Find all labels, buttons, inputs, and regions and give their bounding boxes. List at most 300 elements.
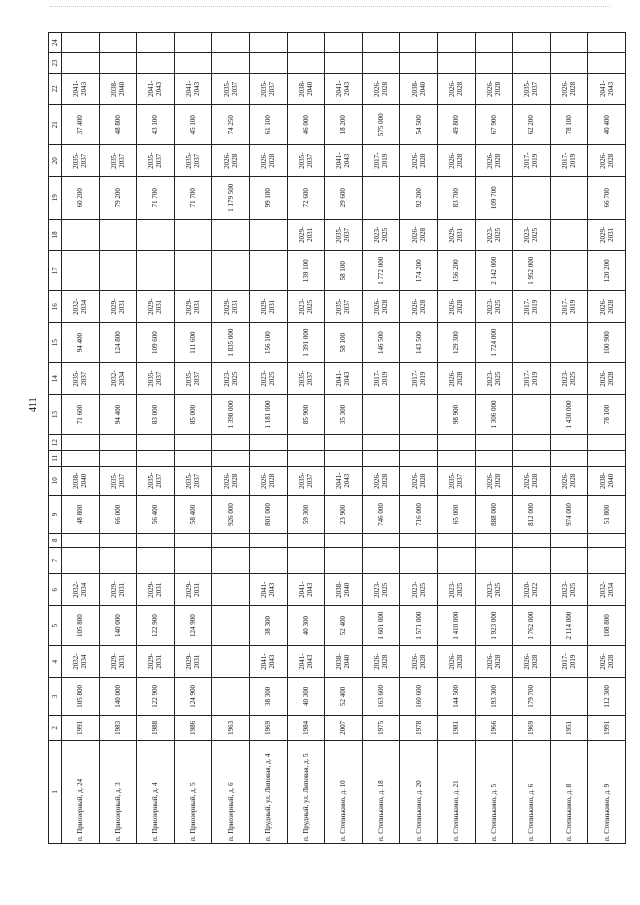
table-cell: 2029-2031 [437, 219, 475, 250]
address-cell: п. Степнькино, д. 18 [362, 740, 400, 843]
column-header: 16 [49, 291, 62, 322]
table-cell [249, 534, 287, 547]
table-cell: 37 400 [62, 105, 100, 145]
table-cell: 801 000 [249, 495, 287, 533]
table-cell [550, 450, 588, 466]
table-cell: 2023-2025 [550, 363, 588, 394]
table-cell: 2017-2019 [550, 646, 588, 677]
table-cell [550, 176, 588, 219]
table-row [513, 33, 551, 844]
table-row [249, 33, 287, 844]
table-cell: 2026-2028 [513, 646, 551, 677]
table-cell: 140 000 [99, 677, 137, 715]
table-cell: 2023-2025 [249, 363, 287, 394]
table-cell: 129 300 [437, 322, 475, 362]
table-cell [362, 53, 400, 73]
table-row [99, 33, 137, 844]
table-cell [400, 534, 438, 547]
table-cell: 1 724 000 [475, 322, 513, 362]
table-cell: 2017-2019 [400, 363, 438, 394]
table-cell: 58 100 [325, 322, 363, 362]
table-cell: 124 900 [174, 605, 212, 645]
table-cell: 2026-2028 [212, 466, 250, 495]
column-header: 19 [49, 176, 62, 219]
column-header: 12 [49, 435, 62, 451]
table-cell: 2020-2022 [513, 574, 551, 605]
table-cell [212, 33, 250, 53]
table-cell: 2017-2019 [362, 145, 400, 176]
table-cell [174, 450, 212, 466]
address-cell: п. Степнькино, д. 6 [513, 740, 551, 843]
table-cell: 2035-2037 [513, 73, 551, 104]
table-cell [550, 219, 588, 250]
table-cell: 59 300 [287, 495, 325, 533]
address-cell: п. Степнькино, д. 20 [400, 740, 438, 843]
table-cell [475, 534, 513, 547]
table-cell: 1 762 000 [513, 605, 551, 645]
table-cell: 2026-2028 [475, 73, 513, 104]
table-cell: 2026-2028 [550, 73, 588, 104]
table-cell [174, 435, 212, 451]
table-cell: 2032-2034 [62, 291, 100, 322]
table-cell: 109 700 [475, 176, 513, 219]
table-cell: 71 700 [174, 176, 212, 219]
table-cell: 2023-2025 [287, 291, 325, 322]
table-cell [174, 534, 212, 547]
table-cell: 2026-2028 [588, 291, 626, 322]
table-cell: 2035-2037 [99, 466, 137, 495]
table-cell [400, 450, 438, 466]
table-cell: 108 800 [588, 605, 626, 645]
column-header: 7 [49, 547, 62, 574]
address-cell: п. Приозерный, д. 3 [99, 740, 137, 843]
table-cell [62, 251, 100, 291]
address-cell: п. Степнькино, д. 9 [588, 740, 626, 843]
table-cell [588, 53, 626, 73]
table-cell: 45 100 [174, 105, 212, 145]
table-cell [588, 33, 626, 53]
table-cell: 1 835 000 [212, 322, 250, 362]
table-cell [437, 33, 475, 53]
column-header: 1 [49, 740, 62, 843]
column-header: 10 [49, 466, 62, 495]
table-cell [99, 450, 137, 466]
table-cell: 67 900 [475, 105, 513, 145]
table-cell: 1 571 000 [400, 605, 438, 645]
table-cell: 2023-2025 [475, 219, 513, 250]
table-cell: 2023-2025 [475, 291, 513, 322]
table-cell: 92 200 [400, 176, 438, 219]
table-cell: 1 601 000 [362, 605, 400, 645]
table-row [400, 33, 438, 844]
table-cell: 74 250 [212, 105, 250, 145]
table-cell: 1 306 000 [475, 394, 513, 434]
table-cell [550, 677, 588, 715]
table-cell: 2041-2043 [325, 363, 363, 394]
table-cell: 2026-2028 [362, 466, 400, 495]
table-cell: 1988 [137, 715, 175, 740]
table-cell: 56 400 [137, 495, 175, 533]
column-header: 23 [49, 53, 62, 73]
column-header: 21 [49, 105, 62, 145]
table-cell: 2023-2025 [437, 574, 475, 605]
table-cell: 2023-2025 [212, 363, 250, 394]
table-cell: 54 500 [400, 105, 438, 145]
table-cell: 1978 [400, 715, 438, 740]
table-cell: 23 900 [325, 495, 363, 533]
table-cell [212, 677, 250, 715]
table-cell: 1 398 000 [212, 394, 250, 434]
table-cell: 46 000 [287, 105, 325, 145]
table-cell [400, 547, 438, 574]
table-cell [99, 33, 137, 53]
table-cell: 1986 [174, 715, 212, 740]
table-body [62, 33, 626, 844]
table-cell: 2029-2031 [137, 574, 175, 605]
table-cell [362, 547, 400, 574]
table-cell: 2017-2019 [550, 291, 588, 322]
table-cell: 716 000 [400, 495, 438, 533]
table-cell: 2029-2031 [212, 291, 250, 322]
table-cell [362, 450, 400, 466]
table-cell [99, 219, 137, 250]
table-cell [137, 435, 175, 451]
table-cell: 2035-2037 [174, 145, 212, 176]
table-cell [362, 435, 400, 451]
table-cell [137, 534, 175, 547]
table-cell: 58 400 [174, 495, 212, 533]
table-cell [212, 251, 250, 291]
table-row [588, 33, 626, 844]
table-cell [550, 251, 588, 291]
table-cell [212, 646, 250, 677]
table-cell: 38 300 [249, 605, 287, 645]
table-cell [249, 547, 287, 574]
table-cell: 2029-2031 [174, 646, 212, 677]
table-cell [249, 450, 287, 466]
table-cell: 52 400 [325, 605, 363, 645]
table-cell [62, 219, 100, 250]
table-cell: 2026-2028 [212, 145, 250, 176]
table-cell: 66 000 [99, 495, 137, 533]
table-cell: 109 600 [137, 322, 175, 362]
table-cell: 2026-2028 [550, 466, 588, 495]
table-cell: 2035-2037 [99, 145, 137, 176]
table-cell [475, 33, 513, 53]
column-header: 13 [49, 394, 62, 434]
table-cell: 65 000 [437, 495, 475, 533]
table-cell: 83 700 [437, 176, 475, 219]
table-cell [212, 53, 250, 73]
table-cell [513, 394, 551, 434]
address-cell: п. Степнькино, д. 5 [475, 740, 513, 843]
table-cell: 156 100 [249, 322, 287, 362]
table-cell: 812 000 [513, 495, 551, 533]
table-cell [62, 450, 100, 466]
table-cell: 60 200 [62, 176, 100, 219]
table-cell: 98 900 [437, 394, 475, 434]
table-cell: 2023-2025 [400, 574, 438, 605]
table-cell: 2041-2043 [287, 646, 325, 677]
table-cell: 2029-2031 [99, 291, 137, 322]
column-number-row [49, 33, 62, 844]
table-row [437, 33, 475, 844]
table-cell: 179 700 [513, 677, 551, 715]
table-cell: 94 400 [62, 322, 100, 362]
column-header: 5 [49, 605, 62, 645]
column-header: 24 [49, 33, 62, 53]
table-cell [588, 435, 626, 451]
table-cell: 105 800 [62, 605, 100, 645]
table-cell: 2035-2037 [287, 363, 325, 394]
table-cell [174, 219, 212, 250]
table-cell: 2023-2025 [475, 363, 513, 394]
table-cell: 2035-2037 [287, 466, 325, 495]
table-cell: 71 600 [62, 394, 100, 434]
table-cell: 58 100 [325, 251, 363, 291]
table-cell: 111 600 [174, 322, 212, 362]
table-cell: 2038-2040 [325, 574, 363, 605]
table-cell: 2035-2037 [174, 363, 212, 394]
address-cell: п. Степнькино, д. 21 [437, 740, 475, 843]
table-cell [62, 53, 100, 73]
table-cell: 2029-2031 [99, 646, 137, 677]
scan-artifact-line [50, 6, 610, 8]
table-cell: 2041-2043 [249, 574, 287, 605]
column-header: 2 [49, 715, 62, 740]
table-cell: 38 300 [249, 677, 287, 715]
table-cell: 2032-2034 [62, 574, 100, 605]
table-cell: 2026-2028 [400, 145, 438, 176]
table-cell: 85 000 [174, 394, 212, 434]
column-header: 15 [49, 322, 62, 362]
table-cell: 2032-2034 [99, 363, 137, 394]
table-cell: 156 200 [437, 251, 475, 291]
table-cell: 1969 [513, 715, 551, 740]
table-cell [325, 547, 363, 574]
table-cell: 2 114 000 [550, 605, 588, 645]
table-cell [513, 53, 551, 73]
table-cell [550, 33, 588, 53]
table-cell: 1 430 000 [550, 394, 588, 434]
table-cell [137, 450, 175, 466]
table-cell [513, 176, 551, 219]
table-cell [99, 534, 137, 547]
table-cell [437, 547, 475, 574]
table-cell: 1984 [287, 715, 325, 740]
table-cell: 2029-2031 [99, 574, 137, 605]
table-cell: 40 300 [287, 677, 325, 715]
column-header: 11 [49, 450, 62, 466]
address-cell: п. Приозерный, д. 4 [137, 740, 175, 843]
table-cell: 52 400 [325, 677, 363, 715]
table-cell: 2026-2028 [475, 466, 513, 495]
table-cell: 2029-2031 [588, 219, 626, 250]
table-cell: 62 200 [513, 105, 551, 145]
table-cell: 2029-2031 [174, 291, 212, 322]
table-cell: 2026-2028 [400, 466, 438, 495]
table-cell [325, 450, 363, 466]
address-cell: п. Степнькино, д. 10 [325, 740, 363, 843]
document-sheet [48, 32, 626, 844]
table-cell: 85 900 [287, 394, 325, 434]
table-cell: 2026-2028 [437, 646, 475, 677]
table-cell: 1975 [362, 715, 400, 740]
table-cell: 2035-2037 [212, 73, 250, 104]
table-cell: 43 100 [137, 105, 175, 145]
column-header: 20 [49, 145, 62, 176]
table-cell [513, 547, 551, 574]
table-row [325, 33, 363, 844]
table-cell [513, 435, 551, 451]
table-cell: 2038-2040 [588, 466, 626, 495]
table-cell: 2026-2028 [513, 466, 551, 495]
column-header: 17 [49, 251, 62, 291]
table-cell [62, 534, 100, 547]
table-cell: 29 600 [325, 176, 363, 219]
table-cell: 2023-2025 [550, 574, 588, 605]
table-row [62, 33, 100, 844]
table-cell: 2026-2028 [588, 646, 626, 677]
table-cell: 888 000 [475, 495, 513, 533]
table-cell [550, 435, 588, 451]
table-cell [513, 534, 551, 547]
table-cell: 48 800 [62, 495, 100, 533]
table-cell [287, 53, 325, 73]
table-cell: 2026-2028 [588, 363, 626, 394]
table-cell: 2035-2037 [325, 291, 363, 322]
table-cell [249, 435, 287, 451]
address-cell: п. Степнькино, д. 8 [550, 740, 588, 843]
table-cell: 2017-2019 [513, 291, 551, 322]
table-cell [588, 534, 626, 547]
table-cell: 2032-2034 [62, 646, 100, 677]
table-cell [325, 53, 363, 73]
table-cell: 2032-2034 [588, 574, 626, 605]
table-row [287, 33, 325, 844]
table-cell: 974 000 [550, 495, 588, 533]
table-cell [99, 547, 137, 574]
table-cell: 2026-2028 [249, 466, 287, 495]
table-cell: 2035-2037 [325, 219, 363, 250]
table-cell [287, 435, 325, 451]
table-cell: 66 700 [588, 176, 626, 219]
table-cell: 2026-2028 [475, 646, 513, 677]
table-row [137, 33, 175, 844]
table-cell: 2041-2043 [325, 145, 363, 176]
table-cell [437, 534, 475, 547]
table-cell [99, 53, 137, 73]
table-cell: 144 500 [437, 677, 475, 715]
table-cell: 78 100 [588, 394, 626, 434]
table-cell [212, 219, 250, 250]
table-cell: 1 181 000 [249, 394, 287, 434]
table-cell [437, 53, 475, 73]
table-cell: 2023-2025 [513, 219, 551, 250]
table-cell [174, 547, 212, 574]
table-cell [550, 53, 588, 73]
table-cell: 143 500 [400, 322, 438, 362]
table-cell: 2029-2031 [137, 646, 175, 677]
table-cell: 1 410 000 [437, 605, 475, 645]
rotated-table-wrapper [48, 32, 626, 844]
table-cell [287, 547, 325, 574]
table-cell: 1969 [249, 715, 287, 740]
table-cell: 2026-2028 [437, 145, 475, 176]
table-cell: 120 200 [588, 251, 626, 291]
table-cell: 2041-2043 [325, 466, 363, 495]
table-cell [400, 33, 438, 53]
table-cell: 40 300 [287, 605, 325, 645]
table-cell: 61 100 [249, 105, 287, 145]
table-cell [475, 435, 513, 451]
table-cell [249, 53, 287, 73]
table-cell: 1963 [212, 715, 250, 740]
table-cell [287, 33, 325, 53]
table-cell: 1951 [550, 715, 588, 740]
table-cell: 2035-2037 [62, 145, 100, 176]
table-cell [513, 33, 551, 53]
table-cell: 105 800 [62, 677, 100, 715]
table-cell: 2041-2043 [287, 574, 325, 605]
table-cell [212, 574, 250, 605]
table-cell: 1 952 000 [513, 251, 551, 291]
table-cell: 72 600 [287, 176, 325, 219]
table-cell: 2026-2028 [400, 291, 438, 322]
table-row [362, 33, 400, 844]
table-cell: 83 000 [137, 394, 175, 434]
column-header: 22 [49, 73, 62, 104]
table-cell: 2041-2043 [249, 646, 287, 677]
table-cell: 2023-2025 [362, 574, 400, 605]
table-cell [513, 322, 551, 362]
table-cell [400, 53, 438, 73]
table-cell: 2026-2028 [362, 646, 400, 677]
table-cell: 2029-2031 [249, 291, 287, 322]
table-cell: 2017-2019 [550, 145, 588, 176]
table-cell: 71 700 [137, 176, 175, 219]
table-cell [62, 435, 100, 451]
table-cell: 2029-2031 [287, 219, 325, 250]
table-cell [550, 322, 588, 362]
table-cell [588, 547, 626, 574]
table-cell: 2007 [325, 715, 363, 740]
table-cell [475, 53, 513, 73]
table-cell [212, 547, 250, 574]
table-cell: 2026-2028 [362, 291, 400, 322]
table-cell: 2035-2037 [287, 145, 325, 176]
table-cell [362, 534, 400, 547]
table-cell [513, 450, 551, 466]
table-cell: 2029-2031 [137, 291, 175, 322]
table-cell: 100 900 [588, 322, 626, 362]
table-cell: 146 500 [362, 322, 400, 362]
table-cell: 575 000 [362, 105, 400, 145]
table-cell [325, 33, 363, 53]
table-cell [174, 53, 212, 73]
table-cell [99, 251, 137, 291]
table-cell: 1983 [99, 715, 137, 740]
table-cell: 2017-2019 [362, 363, 400, 394]
table-cell [588, 450, 626, 466]
table-cell: 2026-2028 [437, 73, 475, 104]
table-row [212, 33, 250, 844]
table-cell [287, 450, 325, 466]
table-cell [325, 435, 363, 451]
table-cell: 124 900 [174, 677, 212, 715]
table-cell: 1 391 000 [287, 322, 325, 362]
table-cell: 1991 [588, 715, 626, 740]
